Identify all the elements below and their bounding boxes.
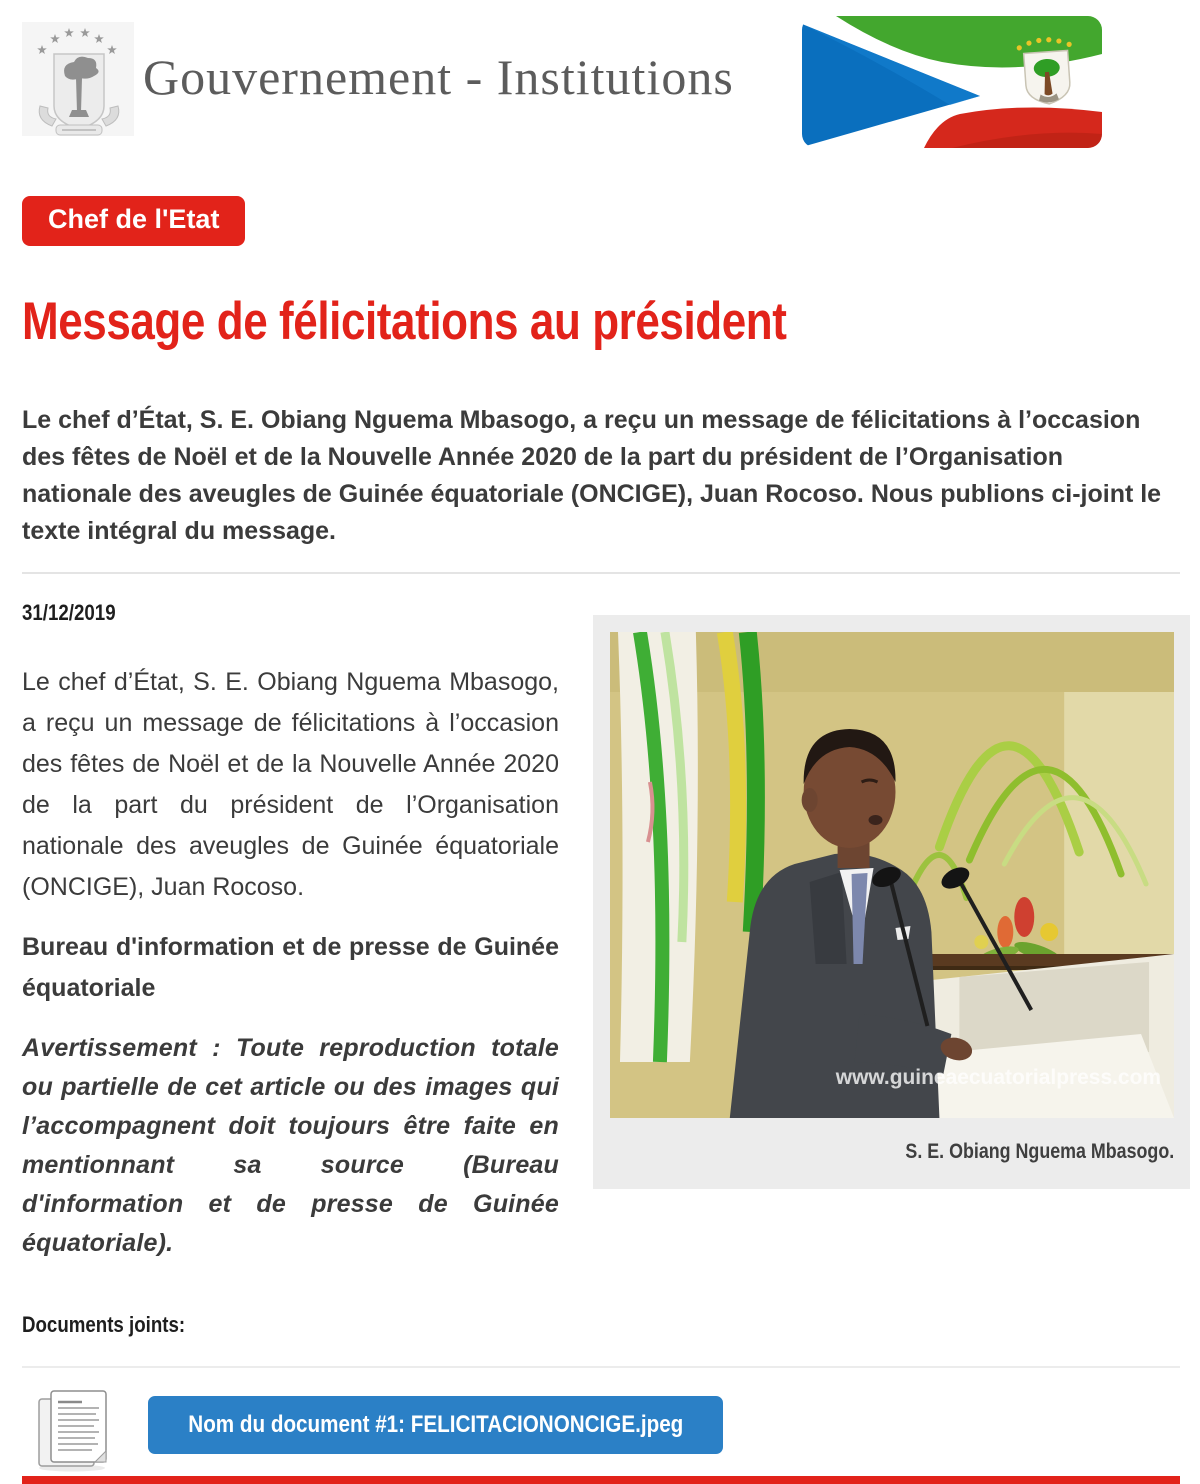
article-date: 31/12/2019 bbox=[22, 600, 116, 625]
footer-red-bar bbox=[22, 1476, 1180, 1484]
category-badge[interactable]: Chef de l'Etat bbox=[22, 196, 245, 246]
site-title: Gouvernement - Institutions bbox=[143, 49, 734, 105]
attachment-button[interactable] bbox=[148, 1396, 723, 1454]
article-byline: Bureau d'information et de presse de Guinée équatoriale bbox=[22, 933, 559, 1002]
article-body: Le chef d’État, S. E. Obiang Nguema Mbasogo, a reçu un message de félicitations à l’occasion des fêtes de Noël et de la Nouvelle Année 2020 de la part du président de l’Organisation nationale des aveugles de Guinée équatoriale (ONCIGE), Juan Rocoso. bbox=[22, 668, 559, 901]
article-title: Message de félicitations au président bbox=[22, 292, 787, 351]
president-photo bbox=[610, 632, 1174, 1118]
equatorial-guinea-flag-banner bbox=[802, 16, 1102, 148]
document-stack-icon[interactable] bbox=[34, 1386, 114, 1472]
article-photo-panel bbox=[593, 615, 1190, 1189]
photo-watermark: www.guineaecuatorialpress.com bbox=[835, 1065, 1162, 1090]
attachments-heading: Documents joints: bbox=[22, 1312, 186, 1337]
article-intro: Le chef d’État, S. E. Obiang Nguema Mbasogo, a reçu un message de félicitations à l’occasion des fêtes de Noël et de la Nouvelle Année 2020 de la part du président de l’Organisation nationale des aveugles de Guinée équatoriale (ONCIGE), Juan Rocoso. Nous publions ci-joint le texte intégral du message. bbox=[22, 406, 1162, 545]
photo-caption: S. E. Obiang Nguema Mbasogo. bbox=[905, 1140, 1174, 1163]
article-disclaimer: Avertissement : Toute reproduction totale ou partielle de cet article ou des images qui l’accompagnent doit toujours être faite en mentionnant sa source (Bureau d'information et de presse de Guinée équatoriale). bbox=[22, 1034, 559, 1257]
article-text-column bbox=[22, 600, 559, 1263]
site-header bbox=[0, 0, 1200, 165]
attachment-button-label: Nom du document #1: FELICITACIONONCIGE.jpeg bbox=[188, 1411, 684, 1438]
divider bbox=[22, 572, 1180, 574]
divider bbox=[22, 1366, 1180, 1368]
coat-of-arms-icon bbox=[22, 20, 134, 140]
